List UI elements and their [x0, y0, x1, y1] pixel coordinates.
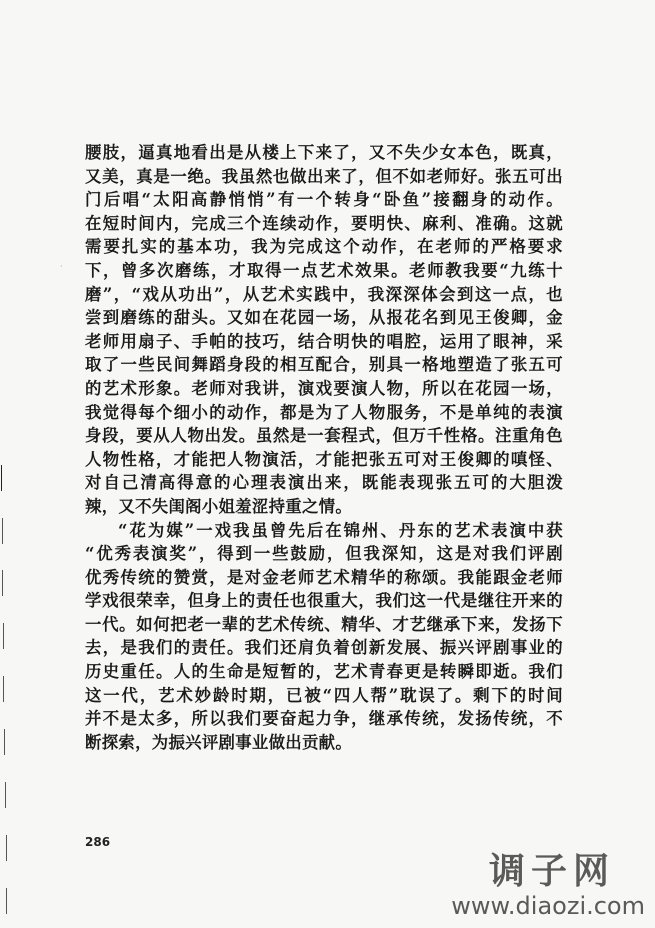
watermark-title: 调子网	[488, 851, 615, 892]
body-text	[85, 141, 563, 754]
text-line: “优秀表演奖”，得到一些鼓励，但我深知，这是对我们评剧	[85, 544, 563, 564]
text-line: 取了一些民间舞蹈身段的相互配合，别具一格地塑造了张五可	[85, 355, 563, 375]
binding-mark	[4, 729, 5, 755]
scan-speck: ·	[60, 262, 63, 271]
binding-mark	[1, 465, 2, 491]
binding-mark	[3, 676, 4, 702]
text-line: 身段，要从人物出发。虽然是一套程式，但万千性格。注重角色	[85, 426, 563, 446]
binding-mark	[3, 623, 4, 649]
text-line: 辣，又不失闺阁小姐羞涩持重之情。	[85, 496, 353, 516]
text-line: 又美，真是一绝。我虽然也做出来了，但不如老师好。张五可出	[85, 166, 563, 186]
binding-mark	[5, 782, 6, 808]
text-line: 并不是太多，所以我们要奋起力争，继承传统，发扬传统，不	[85, 709, 563, 729]
text-line-paragraph-start: “花为媒”一戏我虽曾先后在锦州、丹东的艺术表演中获	[118, 520, 563, 540]
text-line: 断探索，为振兴评剧事业做出贡献。	[85, 732, 353, 752]
text-line: 这一代，艺术妙龄时期，已被“四人帮”耽误了。剩下的时间	[85, 685, 563, 705]
text-line: 人物性格，才能把人物演活，才能把张五可对王俊卿的嗔怪、	[85, 449, 563, 469]
text-line: 老师用扇子、手帕的技巧，结合明快的唱腔，运用了眼神，采	[85, 331, 563, 351]
text-line: 对自己清高得意的心理表演出来，既能表现张五可的大胆泼	[85, 473, 563, 493]
text-line: 尝到磨练的甜头。又如在花园一场，从报花名到见王俊卿，金	[85, 308, 563, 328]
text-line: 学戏很荣幸，但身上的责任也很重大，我们这一代是继往开来的	[85, 591, 563, 611]
binding-mark	[2, 518, 3, 544]
text-line: 磨”，“戏从功出”，从艺术实践中，我深深体会到这一点，也	[85, 284, 563, 304]
text-line: 下，曾多次磨练，才取得一点艺术效果。老师教我要“九练十	[85, 260, 563, 280]
text-line: 去，是我们的责任。我们还肩负着创新发展、振兴评剧事业的	[85, 638, 563, 658]
text-line: 需要扎实的基本功，我为完成这个动作，在老师的严格要求	[85, 237, 563, 257]
binding-mark	[2, 570, 3, 596]
text-line: 一代。如何把老一辈的艺术传统、精华、才艺继承下来，发扬下	[85, 614, 563, 634]
text-line: 的艺术形象。老师对我讲，演戏要演人物，所以在花园一场，	[85, 378, 563, 398]
watermark-url: www.diaozi.com	[451, 892, 645, 920]
binding-mark	[6, 835, 7, 861]
text-line: 优秀传统的赞赏，是对金老师艺术精华的称颂。我能跟金老师	[85, 567, 563, 587]
text-line: 门后唱“太阳高静悄悄”有一个转身“卧鱼”接翻身的动作。	[85, 190, 563, 210]
page-number: 286	[85, 835, 111, 849]
text-line: 历史重任。人的生命是短暂的，艺术青春更是转瞬即逝。我们	[85, 662, 563, 682]
binding-mark	[6, 888, 7, 914]
binding-marks	[0, 0, 20, 928]
text-line: 我觉得每个细小的动作，都是为了人物服务，不是单纯的表演	[85, 402, 563, 422]
text-line: 腰肢，逼真地看出是从楼上下来了，又不失少女本色，既真，	[85, 143, 563, 162]
site-watermark	[451, 852, 645, 920]
text-line: 在短时间内，完成三个连续动作，要明快、麻利、准确。这就	[85, 213, 563, 233]
